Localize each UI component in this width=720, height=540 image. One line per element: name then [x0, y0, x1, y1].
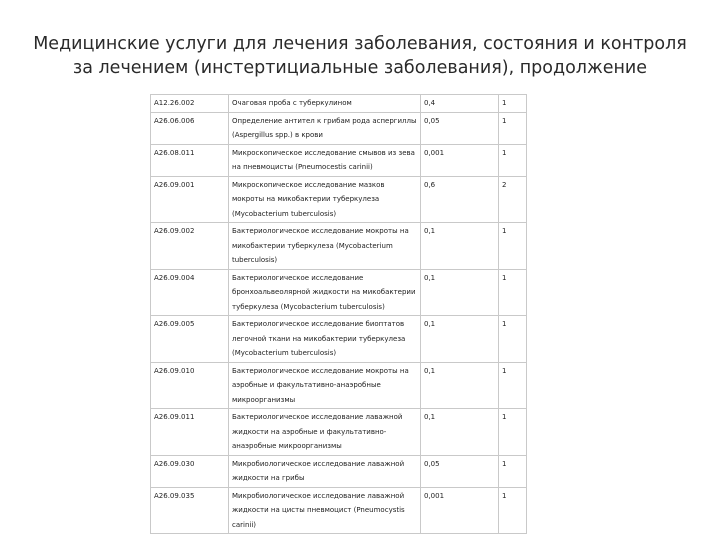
service-code: A12.26.002	[151, 95, 229, 113]
slide-title	[0, 32, 720, 80]
service-frequency: 0,1	[421, 269, 499, 316]
service-code: A26.06.006	[151, 112, 229, 144]
service-frequency: 0,05	[421, 112, 499, 144]
table-row	[151, 455, 527, 487]
service-name: Очаговая проба с туберкулином	[229, 95, 421, 113]
table-row	[151, 487, 527, 534]
service-name: Микробиологическое исследование лаважной жидкости на грибы	[229, 455, 421, 487]
service-multiplicity: 1	[499, 269, 527, 316]
service-code: A26.09.035	[151, 487, 229, 534]
service-frequency: 0,001	[421, 144, 499, 176]
service-name: Бактериологическое исследование мокроты на микобактерии туберкулеза (Mycobacterium tuberculosis)	[229, 223, 421, 270]
medical-services-table	[150, 94, 527, 534]
service-multiplicity: 1	[499, 144, 527, 176]
service-code: A26.09.011	[151, 409, 229, 456]
table-row	[151, 95, 527, 113]
service-frequency: 0,6	[421, 176, 499, 223]
table-row	[151, 223, 527, 270]
service-multiplicity: 1	[499, 455, 527, 487]
service-frequency: 0,001	[421, 487, 499, 534]
service-name: Микроскопическое исследование смывов из зева на пневмоцисты (Pneumocestis carinii)	[229, 144, 421, 176]
service-name: Бактериологическое исследование биоптатов легочной ткани на микобактерии туберкулеза (Mycobacterium tuberculosis)	[229, 316, 421, 363]
service-multiplicity: 1	[499, 112, 527, 144]
service-frequency: 0,1	[421, 409, 499, 456]
service-multiplicity: 1	[499, 316, 527, 363]
slide-title-line-2: за лечением (инстертициальные заболевания), продолжение	[72, 58, 648, 78]
service-name: Бактериологическое исследование лаважной жидкости на аэробные и факультативно-анаэробные микроорганизмы	[229, 409, 421, 456]
service-frequency: 0,4	[421, 95, 499, 113]
table-body	[151, 95, 527, 534]
service-name: Микроскопическое исследование мазков мокроты на микобактерии туберкулеза (Mycobacterium tuberculosis)	[229, 176, 421, 223]
table-row	[151, 112, 527, 144]
service-name: Определение антител к грибам рода аспергиллы (Aspergillus spp.) в крови	[229, 112, 421, 144]
table-row	[151, 409, 527, 456]
service-code: A26.09.002	[151, 223, 229, 270]
service-multiplicity: 1	[499, 409, 527, 456]
service-multiplicity: 1	[499, 223, 527, 270]
service-code: A26.09.004	[151, 269, 229, 316]
service-frequency: 0,1	[421, 316, 499, 363]
table-row	[151, 362, 527, 409]
service-multiplicity: 1	[499, 487, 527, 534]
service-code: A26.09.005	[151, 316, 229, 363]
slide-title-line-1: Медицинские услуги для лечения заболевания, состояния и контроля	[33, 34, 687, 54]
service-frequency: 0,05	[421, 455, 499, 487]
service-code: A26.09.010	[151, 362, 229, 409]
service-multiplicity: 1	[499, 362, 527, 409]
service-frequency: 0,1	[421, 223, 499, 270]
service-code: A26.08.011	[151, 144, 229, 176]
service-frequency: 0,1	[421, 362, 499, 409]
table-row	[151, 144, 527, 176]
service-name: Бактериологическое исследование мокроты на аэробные и факультативно-анаэробные микроорганизмы	[229, 362, 421, 409]
service-name: Микробиологическое исследование лаважной жидкости на цисты пневмоцист (Pneumocystis carinii)	[229, 487, 421, 534]
table-row	[151, 176, 527, 223]
service-code: A26.09.001	[151, 176, 229, 223]
service-multiplicity: 2	[499, 176, 527, 223]
service-name: Бактериологическое исследование бронхоальвеолярной жидкости на микобактерии туберкулеза (Mycobacterium tuberculosis)	[229, 269, 421, 316]
table-row	[151, 269, 527, 316]
service-code: A26.09.030	[151, 455, 229, 487]
table-row	[151, 316, 527, 363]
service-multiplicity: 1	[499, 95, 527, 113]
